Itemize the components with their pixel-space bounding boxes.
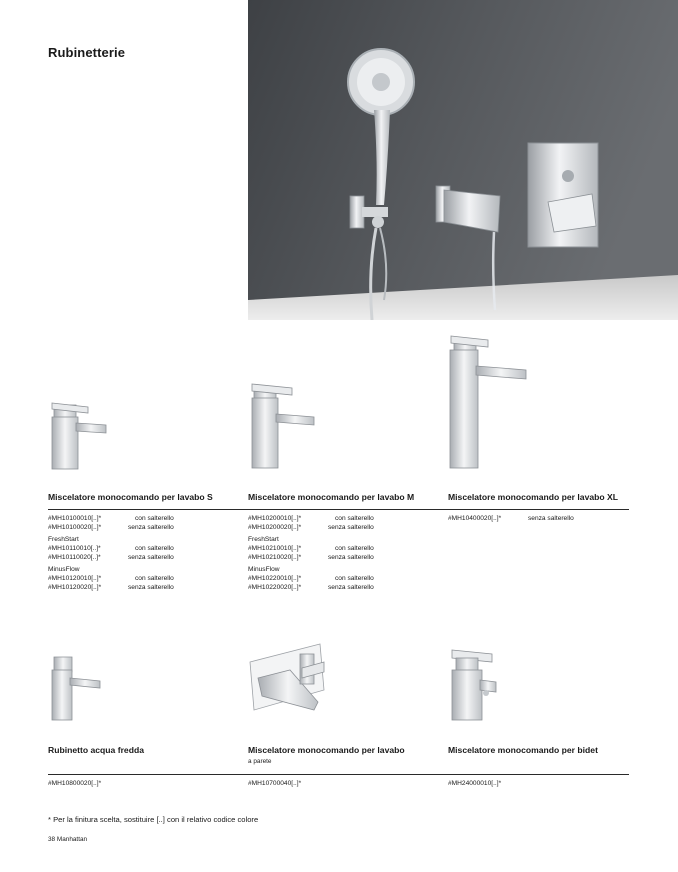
code-row: #MH10120010[..]* con salterello [48,575,174,582]
page-number: 38 Manhattan [48,836,88,843]
footnote: * Per la finitura scelta, sostituire [..] con il relativo codice colore [48,815,259,824]
code-row: #MH10100020[..]* senza salterello [48,524,174,531]
code-row: #MH10400020[..]* senza salterello [448,515,574,522]
row2-divider [48,774,629,775]
hero-shower-photo [248,0,678,320]
product-codes [448,514,574,523]
product-name: Miscelatore monocomando per bidet [448,745,598,755]
code-row: #MH10220010[..]* con salterello [248,575,374,582]
product-name: Rubinetto acqua fredda [48,745,144,755]
page-title: Rubinetterie [48,45,126,60]
code-row: #MH10110010[..]* con salterello [48,545,174,552]
group-label: MinusFlow [248,566,280,573]
code-row: #MH10100010[..]* con salterello [48,515,174,522]
code-row: #MH10200020[..]* senza salterello [248,524,374,531]
code-row: #MH10200010[..]* con salterello [248,515,374,522]
cold-water-tap-image [48,652,104,727]
bidet-mixer-image [448,646,500,727]
group-label: FreshStart [48,536,79,543]
code-row: #MH10210020[..]* senza salterello [248,554,374,561]
code-row: #MH24000010[..]* [448,780,502,787]
product-name: Miscelatore monocomando per lavabo S [48,492,213,502]
product-codes [248,514,374,592]
code-row: #MH10120020[..]* senza salterello [48,584,174,591]
product-codes [248,779,328,788]
product-codes [448,779,528,788]
faucet-s-image [48,395,110,475]
faucet-xl-image [448,330,532,475]
product-name: Miscelatore monocomando per lavabo [248,745,405,755]
product-codes [48,514,174,592]
wall-basin-mixer-image [248,642,330,721]
group-label: FreshStart [248,536,279,543]
product-subtitle: a parete [248,758,272,765]
code-row: #MH10700040[..]* [248,780,302,787]
code-row: #MH10220020[..]* senza salterello [248,584,374,591]
product-name: Miscelatore monocomando per lavabo XL [448,492,619,502]
product-name: Miscelatore monocomando per lavabo M [248,492,415,502]
code-row: #MH10210010[..]* con salterello [248,545,374,552]
faucet-m-image [248,376,320,475]
group-label: MinusFlow [48,566,80,573]
row1-divider [48,509,629,510]
product-codes [48,779,128,788]
code-row: #MH10800020[..]* [48,780,102,787]
code-row: #MH10110020[..]* senza salterello [48,554,174,561]
